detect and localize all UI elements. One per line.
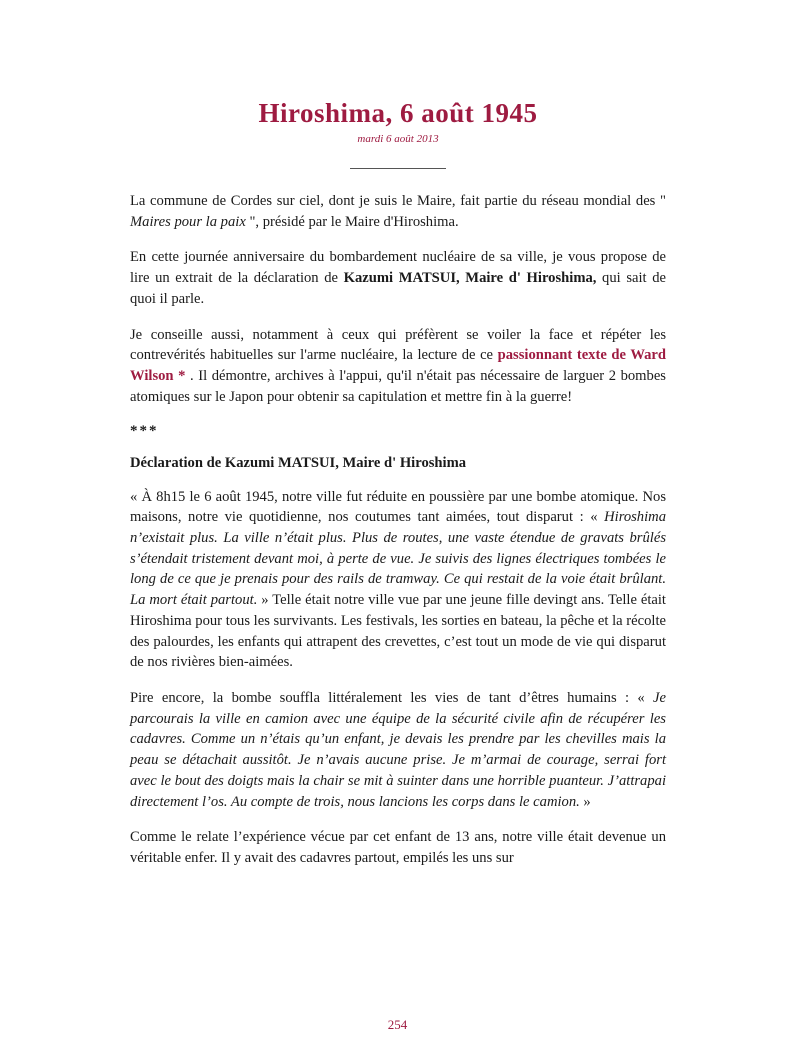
paragraph-text: La commune de Cordes sur ciel, dont je suis le Maire, fait partie du réseau mondial des " bbox=[130, 193, 666, 210]
quote-witness-2: Je parcourais la ville en camion avec une équipe de la sécurité civile afin de récupérer les cadavres. Comme un n’étais qu’un enfant, je devais les prendre par les chevilles mais la peau se détachait aussitôt. Je n’avais aucune prise. Je m’armai de courage, serrai fort avec le bout des doigts mais la chair se mit à suinter dans une horrible puanteur. J’attrapai directement l’os. Au compte de trois, nous lancions les corps dans le camion. bbox=[130, 689, 666, 810]
section-heading-declaration: Déclaration de Kazumi MATSUI, Maire d' Hiroshima bbox=[130, 454, 467, 471]
paragraph-text: . Il démontre, archives à l'appui, qu'il n'était pas nécessaire de larguer 2 bombes atomiques sur le Japon pour obtenir sa capitulation et mettre fin à la guerre! bbox=[130, 368, 666, 405]
ward-wilson-link[interactable]: passionnant texte de Ward Wilson * bbox=[130, 347, 666, 385]
paragraph-anniversary bbox=[130, 247, 666, 309]
paragraph-text: Pire encore, la bombe souffla littéralement les vies de tant d’êtres humains : « bbox=[130, 689, 654, 706]
paragraph-text: Je conseille aussi, notamment à ceux qui préfèrent se voiler la face et répéter les contrevérités habituelles sur l'arme nucléaire, la lecture de ce bbox=[130, 326, 666, 364]
paragraph-declaration-1 bbox=[130, 487, 666, 673]
title-divider bbox=[130, 159, 666, 177]
quote-witness-1: Hiroshima n’existait plus. La ville n’était plus. Plus de routes, une vaste étendue de gravats brûlés s’étendait tristement devant moi, à perte de vue. Je suivis des lignes électriques tombées le long de ce que je prenais pour des rails de tramway. Ce qui restait de la voie était brûlant. La mort était partout. bbox=[130, 509, 666, 609]
paragraph-text: « À 8h15 le 6 août 1945, notre ville fut réduite en poussière par une bombe atomique. Nos maisons, notre vie quotidienne, nos coutumes tant aimées, tout disparut : « bbox=[130, 488, 666, 526]
section-separator: *** bbox=[130, 422, 159, 439]
paragraph-text: » bbox=[579, 793, 591, 810]
document-body bbox=[130, 98, 666, 884]
paragraph-intro bbox=[130, 191, 666, 232]
paragraph-text: qui sait de quoi il parle. bbox=[130, 270, 666, 307]
paragraph-declaration-3: Comme le relate l’expérience vécue par cet enfant de 13 ans, notre ville était devenue un véritable enfer. Il y avait des cadavres partout, empilés les uns sur bbox=[130, 829, 666, 867]
page-title: Hiroshima, 6 août 1945 bbox=[258, 98, 538, 128]
paragraph-declaration-2 bbox=[130, 688, 666, 812]
paragraph-text: ", présidé par le Maire d'Hiroshima. bbox=[245, 213, 459, 230]
divider-line bbox=[350, 168, 446, 169]
paragraph-text: » Telle était notre ville vue par une jeune fille devingt ans. Telle était Hiroshima pour tous les survivants. Les festivals, les sorties en bateau, la pêche et la récolte des palourdes, les enfants qui attrapent des crevettes, c’est tout un mode de vie qui disparut de nos rivières bien-aimées. bbox=[130, 592, 666, 671]
page-date: mardi 6 août 2013 bbox=[357, 133, 439, 146]
paragraph-recommendation bbox=[130, 325, 666, 408]
network-name: Maires pour la paix bbox=[130, 213, 246, 230]
mayor-name: Kazumi MATSUI, Maire d' Hiroshima, bbox=[343, 270, 597, 287]
paragraph-text: En cette journée anniversaire du bombardement nucléaire de sa ville, je vous propose de lire un extrait de la déclaration de bbox=[130, 249, 666, 287]
page-number: 254 bbox=[387, 1017, 408, 1032]
